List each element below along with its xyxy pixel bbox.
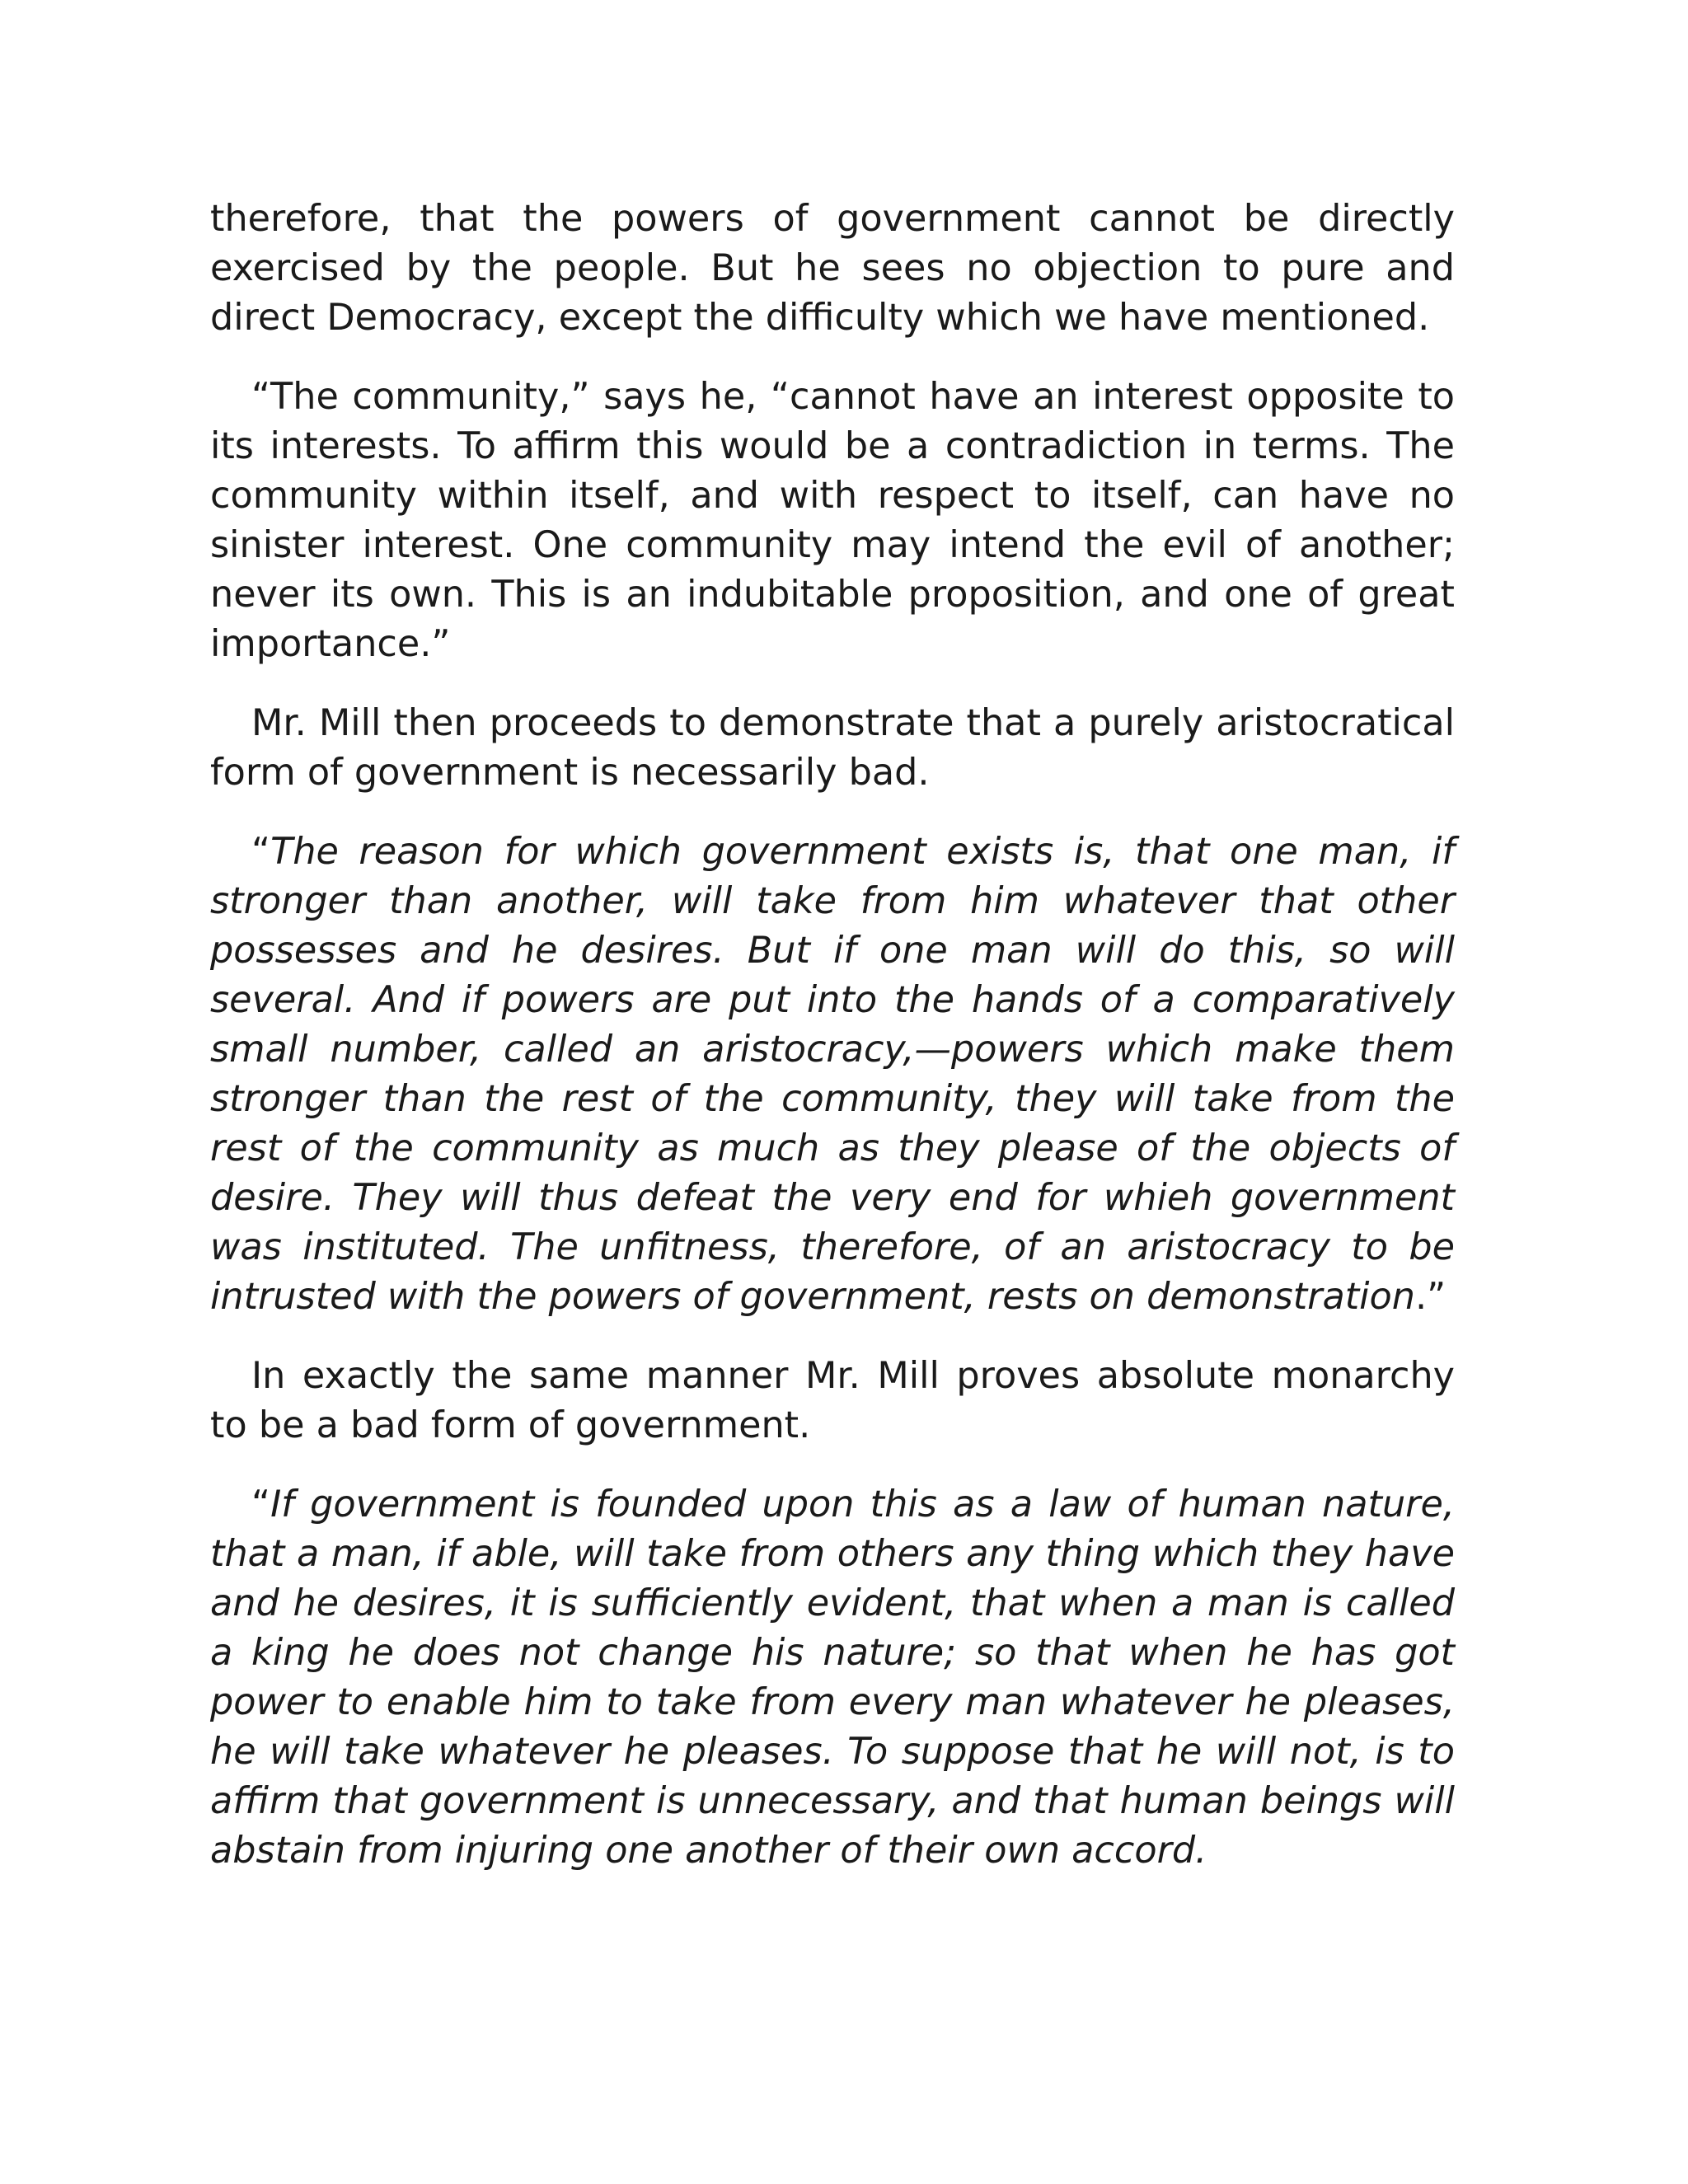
open-quote-mark: “ [251,831,271,873]
close-quote-mark: .” [1414,1276,1447,1318]
paragraph-aristocracy-quote [210,827,1455,1322]
paragraph-continuation: therefore, that the powers of government cannot be directly exercised by the people. But he sees no objection to pure and direct Democracy, except the difficulty which we have mentioned. [210,198,1455,339]
aristocracy-quote-text: The reason for which government exists is, that one man, if stronger than another, will take from him whatever that other possesses and he desires. But if one man will do this, so will several. And if powers are put into the hands of a comparatively small number, called an aristocracy,—powers which make them stronger than the rest of the community, they will take from the rest of the community as much as they please of the objects of desire. They will thus defeat the very end for whieh government was instituted. The unfitness, therefore, of an aristocracy to be intrusted with the powers of government, rests on demonstration [210,831,1455,1318]
monarchy-quote-text: If government is founded upon this as a law of human nature, that a man, if able, will take from others any thing which they have and he desires, it is sufficiently evident, that when a man is called a king he does not change his nature; so that when he has got power to enable him to take from every man whatever he pleases, he will take whatever he pleases. To suppose that he will not, is to affirm that government is unnecessary, and that human beings will abstain from injuring one another of their own accord. [210,1483,1455,1872]
open-quote-mark: “ [251,1483,271,1526]
paragraph-community-quote: “The community,” says he, “cannot have an interest opposite to its interests. To affirm this would be a contradiction in terms. The community within itself, and with respect to itself, can have no sinister interest. One community may intend the evil of another; never its own. This is an indubitable proposition, and one of great importance.” [210,376,1455,665]
paragraph-aristocracy-intro: Mr. Mill then proceeds to demonstrate that a purely aristocratical form of government is necessarily bad. [210,702,1455,794]
document-page [210,194,1455,1905]
paragraph-monarchy-intro: In exactly the same manner Mr. Mill proves absolute monarchy to be a bad form of government. [210,1355,1455,1446]
paragraph-monarchy-quote [210,1480,1455,1876]
